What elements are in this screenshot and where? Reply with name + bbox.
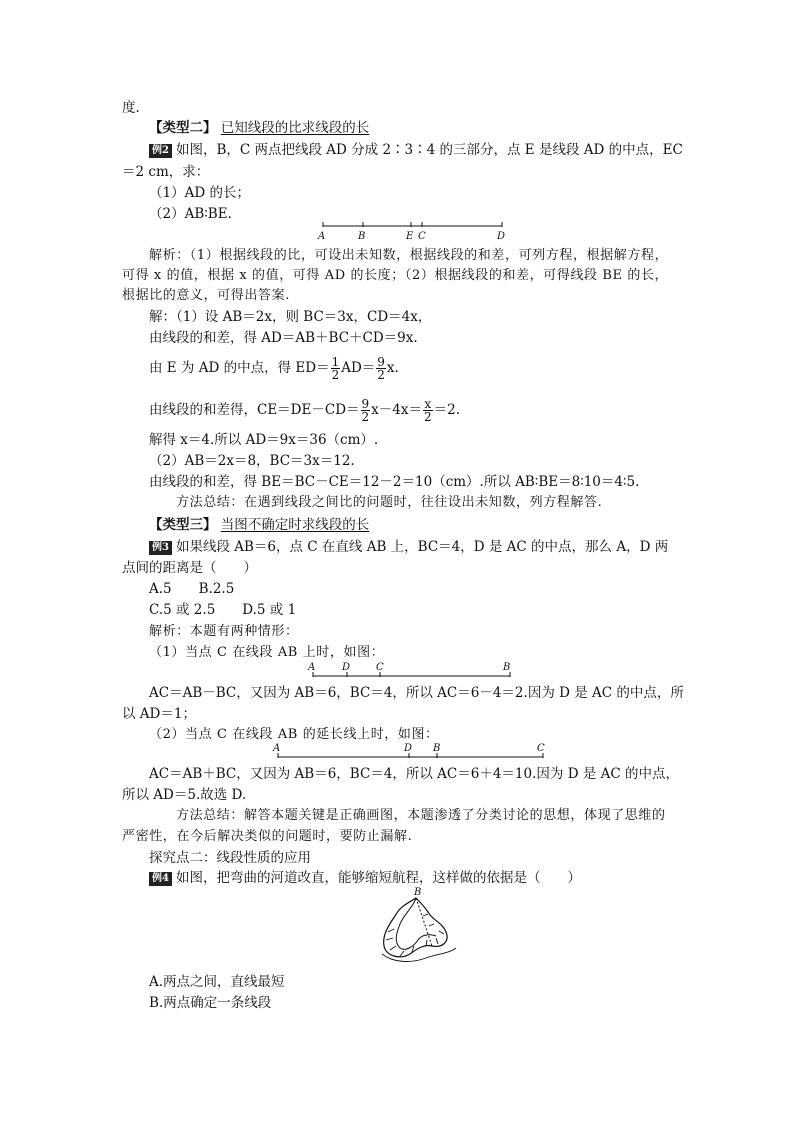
point-label: B — [503, 662, 511, 673]
point-label: C — [376, 662, 384, 673]
fraction: $\frac{9}{2}$ — [377, 355, 385, 382]
solution-line: 由 E 为 AD 的中点，得 ED＝ $\frac{1}{2}$ AD＝ $\frac{9}{2}$ x. — [149, 355, 399, 382]
segment-figure-2 — [305, 660, 520, 682]
analysis-text: 解析：（1）根据线段的比，可设出未知数，根据线段的和差，可列方程，根据解方程， — [149, 248, 669, 263]
point-label: E — [406, 231, 414, 242]
question-text: 如图，B，C 两点把线段 AD 分成 2∶3∶4 的三部分，点 E 是线段 AD 的中点，EC — [175, 142, 683, 158]
text-line: （2）AB∶BE. — [149, 206, 232, 222]
answer-option-b: B.两点确定一条线段 — [149, 995, 272, 1011]
point-label: B — [414, 887, 422, 898]
river-figure — [370, 884, 470, 969]
segment-figure-1 — [310, 218, 510, 242]
text-line: 度. — [122, 100, 140, 116]
solution-line: 解得 x＝4.所以 AD＝9x＝36（cm）. — [149, 432, 379, 448]
example3-question: 例3 如果线段 AB＝6，点 C 在直线 AB 上，BC＝4，D 是 AC 的中点，那么 A，D 两 — [149, 537, 668, 557]
solution-line: 由线段的和差得，CE＝DE－CD＝ $\frac{9}{2}$ x－4x＝ $\frac{x}{2}$ ＝2. — [149, 397, 461, 424]
type-label: 【类型二】 — [149, 120, 217, 136]
answer-option-a: A.两点之间，直线最短 — [149, 974, 285, 990]
point-label: D — [342, 662, 351, 673]
type-label: 【类型三】 — [149, 517, 217, 533]
method-summary: 方法总结：在遇到线段之间比的问题时，往往设出未知数，列方程解答. — [176, 495, 603, 510]
analysis-text: 解析：本题有两种情形： — [149, 624, 299, 639]
solution-line: 由线段的和差，得 BE＝BC－CE＝12－2＝10（cm）.所以 AB∶BE＝8∶10＝4∶5. — [149, 474, 640, 490]
fraction: $\frac{1}{2}$ — [331, 355, 340, 382]
type-title: 已知线段的比求线段的长 — [220, 120, 370, 136]
solution-line: AC＝AB＋BC，又因为 AB＝6，BC＝4，所以 AC＝6＋4＝10.因为 D 是 AC 的中点， — [149, 766, 679, 782]
example-badge: 例4 — [149, 872, 172, 886]
type2-heading — [149, 118, 369, 138]
analysis-text: （1）当点 C 在线段 AB 上时，如图： — [149, 645, 385, 660]
text-line: （1）AD 的长； — [149, 185, 250, 201]
fraction: $\frac{x}{2}$ — [423, 397, 432, 424]
solution-line: 所以 AD＝5.故选 D. — [122, 787, 247, 803]
point-label: D — [497, 231, 506, 242]
point-label: B — [433, 743, 441, 754]
point-label: C — [418, 231, 426, 242]
answer-options: A.5 B.2.5 — [149, 581, 235, 597]
type-title: 当图不确定时求线段的长 — [220, 517, 370, 533]
section-heading: 探究点二：线段性质的应用 — [149, 850, 311, 866]
solution-line: 解：（1）设 AB＝2x，则 BC＝3x，CD＝4x， — [149, 309, 432, 325]
solution-line: AC＝AB－BC，又因为 AB＝6，BC＝4，所以 AC＝6－4＝2.因为 D 是 AC 的中点，所 — [149, 685, 684, 701]
method-summary: 方法总结：解答本题关键是正确画图，本题渗透了分类讨论的思想，体现了思维的 — [176, 808, 666, 823]
point-label: A — [308, 662, 316, 673]
point-label: C — [537, 743, 545, 754]
point-label: A — [273, 743, 281, 754]
analysis-text: 根据比的意义，可得出答案. — [122, 288, 290, 303]
analysis-text: （2）当点 C 在线段 AB 的延长线上时，如图： — [149, 727, 439, 742]
solution-line: 以 AD＝1； — [122, 706, 196, 722]
example-badge: 例2 — [149, 144, 172, 158]
answer-options: C.5 或 2.5 D.5 或 1 — [149, 602, 297, 618]
type3-heading — [149, 515, 369, 535]
example2-question — [149, 140, 683, 160]
solution-line: 由线段的和差，得 AD＝AB＋BC＋CD＝9x. — [149, 330, 418, 346]
method-summary: 严密性，在今后解决类似的问题时，要防止漏解. — [122, 829, 413, 844]
point-label: B — [358, 231, 366, 242]
analysis-text: 可得 x 的值，根据 x 的值，可得 AD 的长度；（2）根据线段的和差，可得线段 BE 的长， — [122, 268, 669, 283]
segment-figure-3 — [270, 741, 555, 763]
text-line: 点间的距离是（ ） — [122, 560, 257, 576]
fraction: $\frac{9}{2}$ — [361, 397, 370, 424]
point-label: D — [404, 743, 413, 754]
example-badge: 例3 — [149, 541, 172, 555]
text-line: ＝2 cm，求： — [122, 164, 210, 180]
example4-question: 例4 如图，把弯曲的河道改直，能够缩短航程，这样做的依据是（ ） — [149, 868, 581, 888]
solution-line: （2）AB＝2x＝8，BC＝3x＝12. — [149, 453, 355, 469]
point-label: A — [318, 231, 326, 242]
